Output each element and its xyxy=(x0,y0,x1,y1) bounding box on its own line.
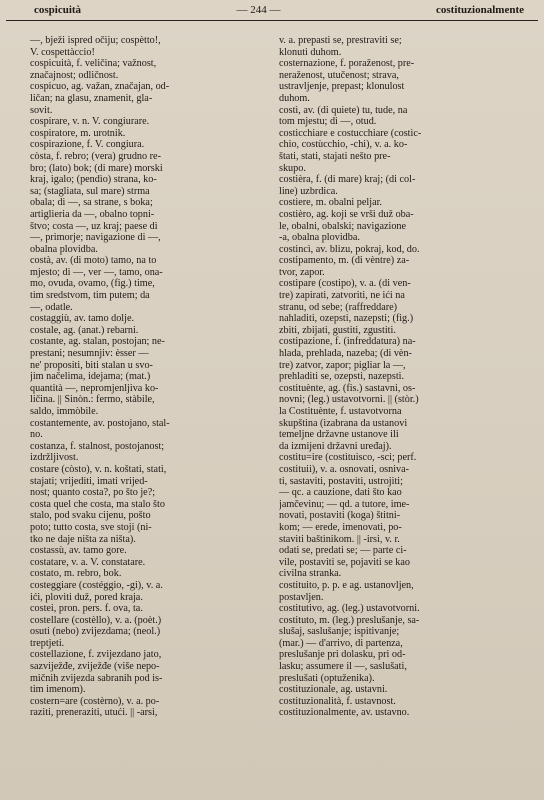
text-line: costellazione, f. zvijezdano jato, xyxy=(30,649,162,661)
text-line: da izmijeni državni uređaj). xyxy=(279,440,392,452)
text-line: costantemente, av. postojano, stal- xyxy=(30,417,170,429)
text-line: artiglieria da —, obalno topni- xyxy=(30,208,155,220)
text-line: V. cospettàccio! xyxy=(30,46,95,58)
text-line: ići, ploviti duž, pored kraja. xyxy=(30,591,143,603)
text-line: costiere, m. obalni peljar. xyxy=(279,197,382,209)
text-line: le, obalni, obalski; navigazione xyxy=(279,220,407,232)
text-line: štati, stati, stajati nešto pre- xyxy=(279,150,391,162)
text-line: còsta, f. rebro; (vera) grudno re- xyxy=(30,150,161,162)
text-line: costipamento, m. (di vèntre) za- xyxy=(279,255,410,267)
text-line: stajati; vrijediti, imati vrijed- xyxy=(30,475,148,487)
text-line: -a, obalna plovidba. xyxy=(279,232,360,244)
text-line: skupština (izabrana da ustanovi xyxy=(279,417,408,429)
text-line: costato, m. rebro, bok. xyxy=(30,568,122,580)
text-line: osuti (nebo) zvijezdama; (neol.) xyxy=(30,626,161,638)
text-line: cospiratore, m. urotnik. xyxy=(30,127,126,139)
text-line: costassù, av. tamo gore. xyxy=(30,545,127,557)
text-line: —, odatle. xyxy=(30,301,73,313)
text-line: —, bježi ispred očiju; cospètto!, xyxy=(30,35,161,46)
text-line: costale, ag. (anat.) rebarni. xyxy=(30,324,139,336)
text-line: cospirazione, f. V. congiura. xyxy=(30,139,145,151)
text-line: treptjeti. xyxy=(30,637,65,649)
text-line: costa quel che costa, ma stalo što xyxy=(30,498,165,510)
page-header xyxy=(6,4,538,21)
text-line: costellare (costèllo), v. a. (poèt.) xyxy=(30,614,162,626)
text-line: bro; (lato) bok; (di mare) morski xyxy=(30,162,163,174)
text-line: duhom. xyxy=(279,92,310,104)
text-line: costipare (costipo), v. a. (di ven- xyxy=(279,278,411,290)
text-line: tko ne daje ništa za ništa). xyxy=(30,533,136,545)
text-line: costernazione, f. poraženost, pre- xyxy=(279,58,415,70)
text-line: prestani; nesumnjiv: èsser — xyxy=(30,348,149,360)
text-line: obala; di —, sa strane, s boka; xyxy=(30,197,153,209)
text-line: sa; (stagliata, sul mare) strma xyxy=(30,185,150,197)
text-line: mičnih zvijezda sabranih pod is- xyxy=(30,672,163,684)
text-line: obalna plovidba. xyxy=(30,243,98,255)
text-line: cospirare, v. n. V. congiurare. xyxy=(30,116,150,128)
text-line: no. xyxy=(30,429,43,441)
header-right-word: costituzionalmente xyxy=(436,4,524,16)
text-line: preslušanje pri dolasku, pri od- xyxy=(279,649,406,661)
text-line: costaggiù, av. tamo dolje. xyxy=(30,313,135,325)
text-line: costanza, f. stalnost, postojanost; xyxy=(30,440,165,452)
text-line: costièra, f. (di mare) kraj; (di col- xyxy=(279,174,416,186)
text-line: neraženost, utučenost; strava, xyxy=(279,69,399,81)
text-line: costituito, p. p. e ag. ustanovljen, xyxy=(279,579,414,591)
text-line: costei, pron. pers. f. ova, ta. xyxy=(30,603,143,615)
text-line: izdržljivost. xyxy=(30,452,79,464)
text-line: vile, postaviti se, pojaviti se kao xyxy=(279,556,410,568)
text-line: costì, av. (di quiete) tu, tude, na xyxy=(279,104,408,116)
text-line: costituzionalmente, av. ustavno. xyxy=(279,707,410,719)
text-line: quantità —, nepromjenljiva ko- xyxy=(30,382,159,394)
text-line: —, primorje; navigazione di —, xyxy=(30,232,161,244)
text-line: mo, ovuda, ovamo, (fig.) time, xyxy=(30,278,155,290)
text-line: temeljne državne ustanove ili xyxy=(279,429,399,441)
text-line: nahladiti, ozepsti, nazepsti; (fig.) xyxy=(279,313,414,325)
text-line: preslušati (optuženika). xyxy=(279,672,375,684)
text-line: štvo; costa —, uz kraj; paese di xyxy=(30,220,158,232)
text-line: jamčevinu; — qd. a tutore, ime- xyxy=(279,498,410,510)
text-line: costituzionalità, f. ustavnost. xyxy=(279,695,396,707)
text-line: costicchiare e costucchiare (costìc- xyxy=(279,127,422,139)
text-line: line) uzbrdica. xyxy=(279,185,338,197)
text-line: lasku; assumere il —, saslušati, xyxy=(279,661,407,673)
text-line: odati se, predati se; — parte ci- xyxy=(279,545,407,557)
text-line: stalo, pod svaku cijenu, pošto xyxy=(30,510,151,522)
text-line: civilna stranka. xyxy=(279,568,342,580)
header-left-word: cospicuità xyxy=(34,4,82,16)
text-line: sazviježđe, zviježđe (više nepo- xyxy=(30,661,160,673)
text-line: novati, postaviti (koga) štitni- xyxy=(279,510,401,522)
page-number: — 244 — xyxy=(236,4,281,16)
text-line: jim načelima, idejama; (mat.) xyxy=(30,371,151,383)
text-line: costeggiare (costéggio, -gi), v. a. xyxy=(30,579,163,591)
text-line: sovit. xyxy=(30,104,53,116)
text-line: costitu=ire (costituisco, -sci; perf. xyxy=(279,452,417,464)
text-line: ti, sastaviti, postaviti, ustrojiti; xyxy=(279,475,403,487)
text-line: tom mjestu; di —, otud. xyxy=(279,116,377,128)
text-line: costare (còsto), v. n. koštati, stati, xyxy=(30,463,167,475)
text-line: tre) zapirati, zatvoriti, ne ići na xyxy=(279,290,405,302)
text-line: costitutivo, ag. (leg.) ustavotvorni. xyxy=(279,603,420,615)
text-line: costituzionale, ag. ustavni. xyxy=(279,684,388,696)
text-line: costern=are (costèrno), v. a. po- xyxy=(30,695,160,707)
text-line: poto; tutto costa, sve stoji (ni- xyxy=(30,521,152,533)
text-line: slušaj, saslušanje; ispitivanje; xyxy=(279,626,400,638)
text-line: mjesto; di —, ver —, tamo, ona- xyxy=(30,266,163,278)
text-line: tre) zatvor, zapor; pigliar la —, xyxy=(279,359,406,371)
text-line: zbiti, zbijati, gustiti, zgustiti. xyxy=(279,324,396,336)
text-line: kom; — erede, imenovati, po- xyxy=(279,521,402,533)
text-line: tim sredstvom, tim putem; da xyxy=(30,290,150,302)
text-line: tvor, zapor. xyxy=(279,266,325,278)
text-line: ličina. || Sinòn.: fermo, stàbile, xyxy=(30,394,155,406)
text-line: — qc. a cauzione, dati što kao xyxy=(279,487,402,499)
text-line: ne' propositi, biti stalan u svo- xyxy=(30,359,153,371)
text-line: prehladiti se, ozepsti, nazepsti. xyxy=(279,371,405,383)
text-line: klonuti duhom. xyxy=(279,46,342,58)
text-line: ličan; na glasu, znamenit, gla- xyxy=(30,92,153,104)
text-line: hlada, prehlada, nazeba; (di vèn- xyxy=(279,348,412,360)
left-column xyxy=(6,35,261,719)
text-line: ustravljenje, prepast; klonulost xyxy=(279,81,405,93)
text-line: cospicuo, ag. važan, značajan, od- xyxy=(30,81,170,93)
text-line: costituto, m. (leg.) preslušanje, sa- xyxy=(279,614,420,626)
text-line: costante, ag. stalan, postojan; ne- xyxy=(30,336,165,348)
right-column xyxy=(271,35,531,719)
text-line: la Costituènte, f. ustavotvorna xyxy=(279,406,402,417)
text-line: tim imenom). xyxy=(30,684,86,696)
text-line: skupo. xyxy=(279,162,306,174)
text-line: značajnost; odličnost. xyxy=(30,69,119,81)
text-line: costincì, av. blizu, pokraj, kod, do. xyxy=(279,243,420,255)
text-line: nost; quanto costa?, po što je?; xyxy=(30,487,156,499)
text-line: saldo, immòbile. xyxy=(30,406,99,417)
text-line: (mar.) — d'arrivo, di partenza, xyxy=(279,637,403,649)
text-line: raziti, preneraziti, utući. || -arsi, xyxy=(30,707,158,719)
text-line: costà, av. (di moto) tamo, na to xyxy=(30,255,157,267)
text-line: costituii), v. a. osnovati, osniva- xyxy=(279,463,410,475)
text-line: costituènte, ag. (fis.) sastavni, os- xyxy=(279,382,416,394)
text-line: costièro, ag. koji se vrši duž oba- xyxy=(279,208,414,220)
text-line: costatare, v. a. V. constatare. xyxy=(30,556,146,568)
text-line: cospicuità, f. veličina; važnost, xyxy=(30,58,157,70)
text-line: stranu, od sebe; (raffreddare) xyxy=(279,301,398,313)
columns xyxy=(6,35,538,719)
text-line: novni; (leg.) ustavotvorni. || (stòr.) xyxy=(279,394,419,406)
text-line: v. a. prepasti se, prestraviti se; xyxy=(279,35,402,46)
text-line: staviti baštinikom. || -irsi, v. r. xyxy=(279,533,400,545)
text-line: costipazione, f. (infreddatura) na- xyxy=(279,336,416,348)
text-line: chio, costùcchio, -chi), v. a. ko- xyxy=(279,139,408,151)
text-line: kraj, igalo; (pendìo) strana, ko- xyxy=(30,174,157,186)
text-line: postavljen. xyxy=(279,591,324,603)
